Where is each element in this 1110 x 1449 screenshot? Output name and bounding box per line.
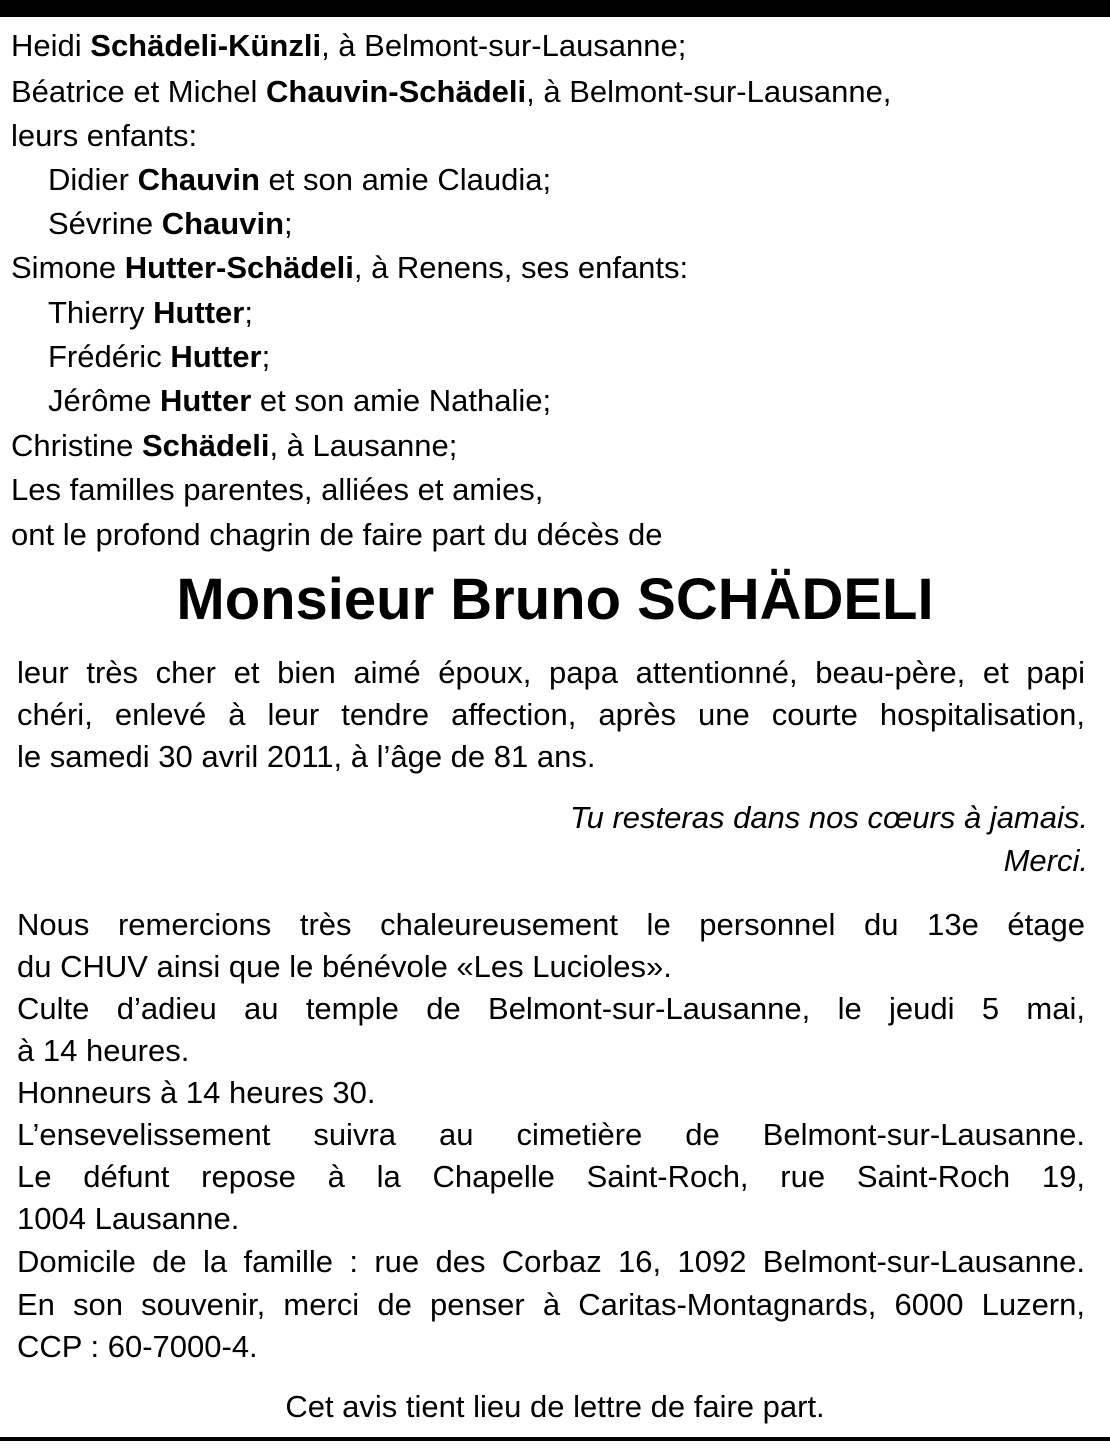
details-line: Domicile de la famille : rue des Corbaz 16, 1092 Belmont-sur-Lausanne. <box>17 1244 1085 1279</box>
family-line-sevrine: Sévrine Chauvin; <box>48 206 293 241</box>
tribute-line: le samedi 30 avril 2011, à l’âge de 81 ans. <box>17 739 596 774</box>
top-rule <box>0 0 1110 17</box>
details-line: Culte d’adieu au temple de Belmont-sur-Lausanne, le jeudi 5 mai, <box>17 991 1085 1026</box>
deceased-name-title: Monsieur Bruno SCHÄDELI <box>176 567 934 632</box>
family-line-christine: Christine Schädeli, à Lausanne; <box>11 428 458 463</box>
family-line-jerome: Jérôme Hutter et son amie Nathalie; <box>48 383 552 418</box>
family-line-didier: Didier Chauvin et son amie Claudia; <box>48 162 552 197</box>
family-line-relatives: Les familles parentes, alliées et amies, <box>11 472 544 507</box>
family-line-heidi: Heidi Schädeli-Künzli, à Belmont-sur-Lausanne; <box>11 28 687 63</box>
details-line: à 14 heures. <box>17 1033 190 1068</box>
closing-note: Cet avis tient lieu de lettre de faire part. <box>285 1389 825 1424</box>
family-line-frederic: Frédéric Hutter; <box>48 339 271 374</box>
details-line: Honneurs à 14 heures 30. <box>17 1075 376 1110</box>
tribute-line: leur très cher et bien aimé époux, papa attentionné, beau-père, et papi <box>17 655 1085 690</box>
family-line-simone: Simone Hutter-Schädeli, à Renens, ses enfants: <box>11 250 689 285</box>
family-line-children-intro: leurs enfants: <box>11 118 198 153</box>
details-line: CCP : 60-7000-4. <box>17 1329 258 1364</box>
details-line: En son souvenir, merci de penser à Caritas-Montagnards, 6000 Luzern, <box>17 1287 1085 1322</box>
family-line-beatrice-michel: Béatrice et Michel Chauvin-Schädeli, à Belmont-sur-Lausanne, <box>11 74 892 109</box>
tribute-line: chéri, enlevé à leur tendre affection, après une courte hospitalisation, <box>17 697 1085 732</box>
details-line: Le défunt repose à la Chapelle Saint-Roch, rue Saint-Roch 19, <box>17 1159 1085 1194</box>
family-line-announcement: ont le profond chagrin de faire part du décès de <box>11 517 663 552</box>
bottom-rule <box>0 1437 1110 1441</box>
quote-line: Tu resteras dans nos cœurs à jamais. <box>570 800 1088 835</box>
details-line: du CHUV ainsi que le bénévole «Les Lucioles». <box>17 949 672 984</box>
details-line: L’ensevelissement suivra au cimetière de Belmont-sur-Lausanne. <box>17 1117 1085 1152</box>
family-line-thierry: Thierry Hutter; <box>48 295 253 330</box>
details-line: 1004 Lausanne. <box>17 1201 240 1236</box>
quote-line: Merci. <box>1003 843 1088 878</box>
details-line: Nous remercions très chaleureusement le personnel du 13e étage <box>17 907 1085 942</box>
